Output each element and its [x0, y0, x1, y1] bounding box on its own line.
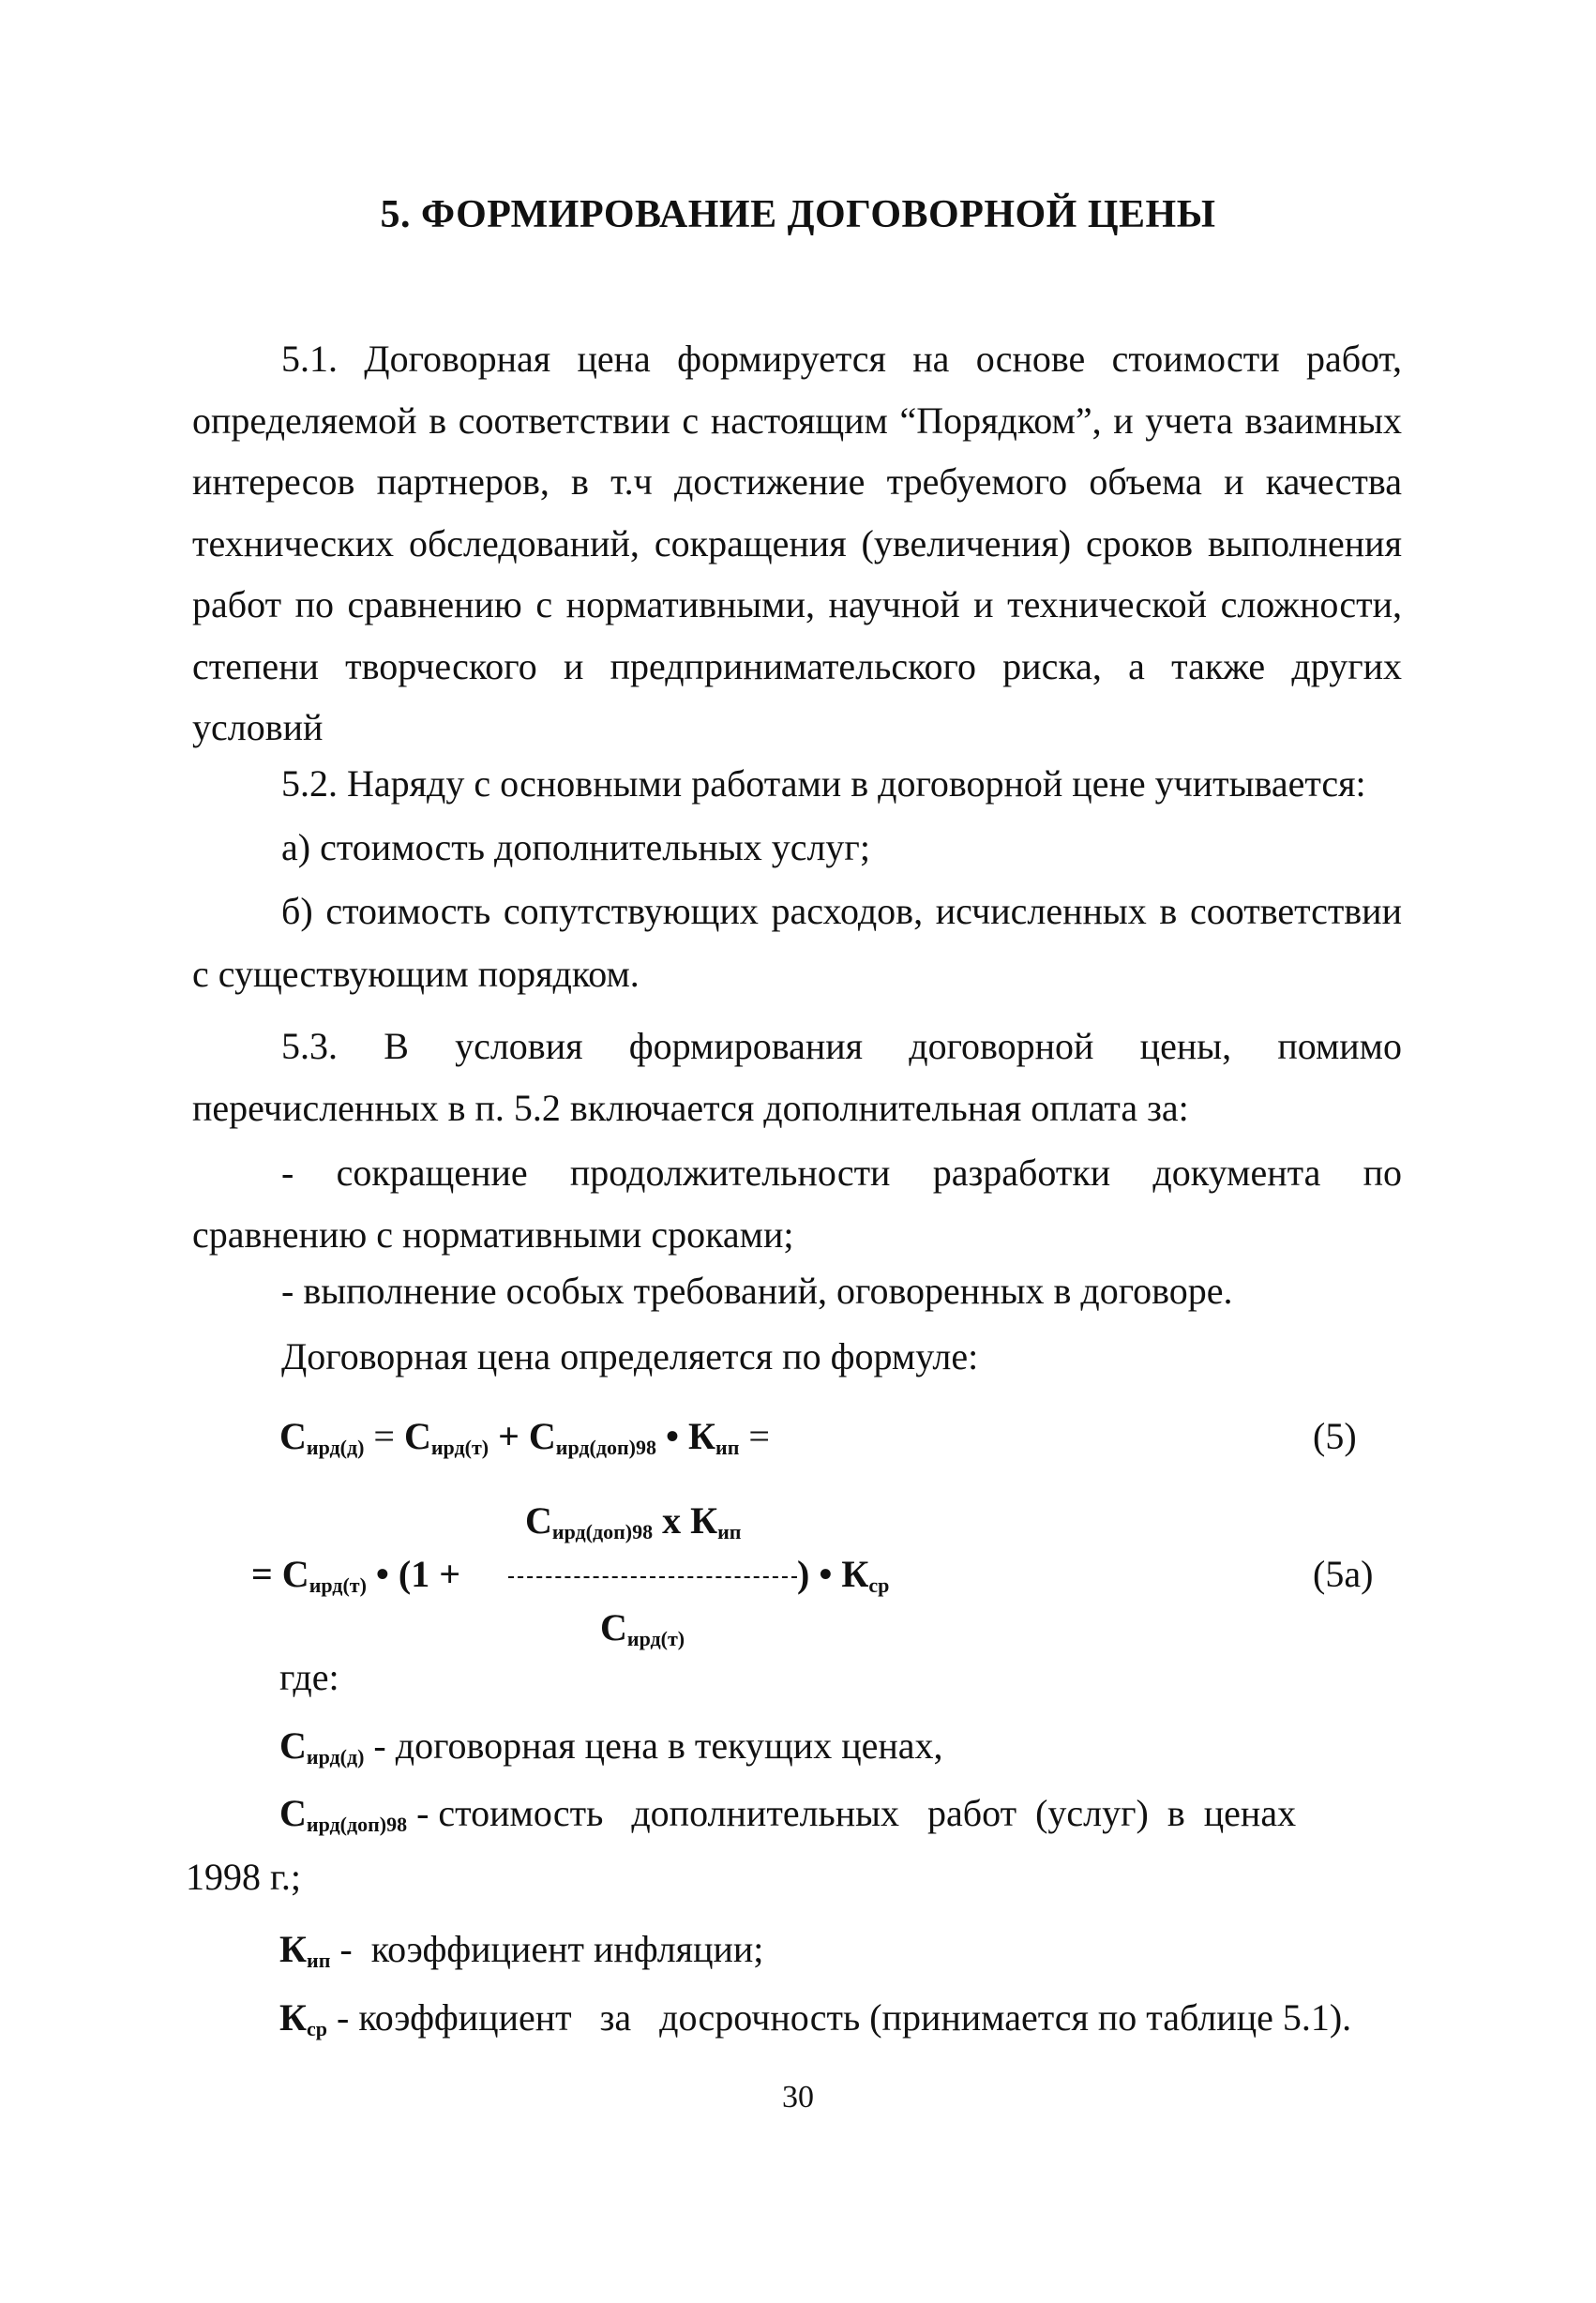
definition-k-ip: $К_{ип}$ - коэффициент инфляции; — [279, 1928, 764, 1972]
paragraph-5-3: 5.3. В условия формирования договорной цены, помимо перечисленных в п. 5.2 включается дополнительная оплата за: — [192, 1025, 1402, 1129]
page-number: 30 — [782, 2080, 814, 2115]
formula-5: $С_{ирд(д)} = С_{ирд(т)} + С_{ирд(доп)98}$ • $К_{ип}$ = — [279, 1415, 770, 1459]
item-5-3-2: - выполнение особых требований, оговоренных в договоре. — [281, 1270, 1233, 1312]
definition-c-ird-dop98-continued: 1998 г.; — [186, 1856, 302, 1898]
fraction-bar — [508, 1576, 797, 1578]
item-5-2-b-line2: с существующим порядком. — [192, 953, 640, 995]
definition-k-sr: $К_{ср}$ - коэффициент за досрочность (принимается по таблице 5.1). — [279, 1996, 1352, 2040]
definition-c-ird-d: $С_{ирд(д)}$ - договорная цена в текущих ценах, — [279, 1724, 943, 1769]
section-heading: 5. ФОРМИРОВАНИЕ ДОГОВОРНОЙ ЦЕНЫ — [380, 193, 1216, 236]
formula-5a-left: = $С_{ирд(т)}$ • (1 + — [251, 1553, 461, 1597]
paragraph-5-2: 5.2. Наряду с основными работами в договорной цене учитывается: — [281, 762, 1366, 805]
paragraph-5-1: 5.1. Договорная цена формируется на основе стоимости работ, определяемой в соответствии с настоящим “Порядком”, и учета взаимных интересов партнеров, в т.ч достижение требуемого объема и качества технических обследований, сокращения (увеличения) сроков выполнения работ по сравнению с нормативными, научной и технической сложности, степени творческого и предпринимательского риска, а также других условий — [192, 338, 1402, 748]
formula-5a-right: ) • $К_{ср}$ — [797, 1553, 890, 1597]
formula-5a-numerator: $С_{ирд(доп)98}$ х $К_{ип}$ — [525, 1499, 742, 1543]
item-5-2-a: а) стоимость дополнительных услуг; — [281, 826, 870, 868]
item-5-2-b-line1: б) стоимость сопутствующих расходов, исчисленных в соответствии — [281, 890, 1402, 932]
formula-5a-denominator: $С_{ирд(т)}$ — [600, 1606, 685, 1650]
formula-intro: Договорная цена определяется по формуле: — [281, 1335, 979, 1377]
where-label: где: — [279, 1656, 339, 1698]
equation-number-5a: (5а) — [1313, 1553, 1374, 1595]
definition-c-ird-dop98: $С_{ирд(доп)98}$ - стоимость дополнительных работ (услуг) в ценах — [279, 1792, 1297, 1836]
item-5-3-1: - сокращение продолжительности разработки документа по сравнению с нормативными сроками; — [192, 1152, 1402, 1256]
equation-number-5: (5) — [1313, 1415, 1357, 1457]
